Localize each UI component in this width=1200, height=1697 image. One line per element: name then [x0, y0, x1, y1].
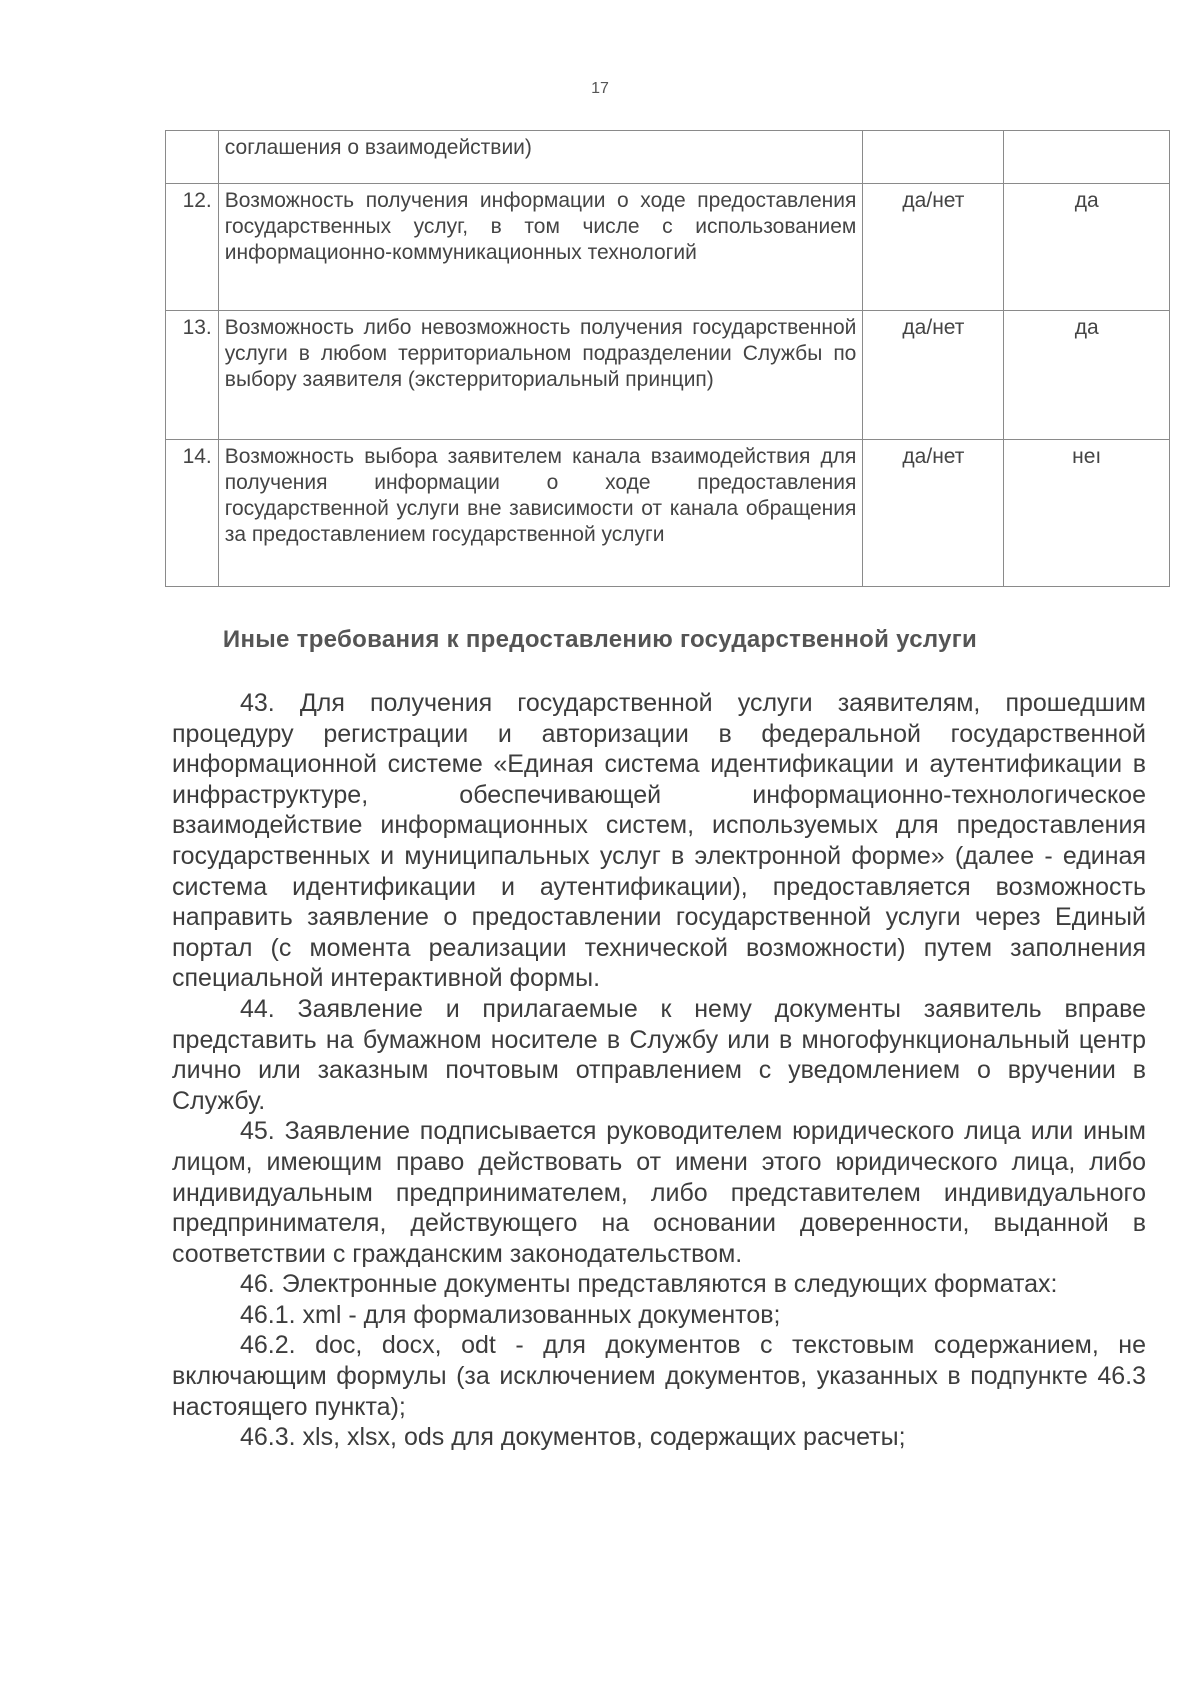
indicator-unit — [863, 131, 1004, 184]
document-body — [172, 688, 1146, 1453]
indicator-unit: да/нет — [863, 184, 1004, 311]
table-row — [166, 311, 1170, 440]
row-number: 13. — [166, 311, 219, 440]
table-row — [166, 184, 1170, 311]
paragraph-46: 46. Электронные документы представляются в следующих форматах: — [240, 1270, 1058, 1299]
row-number: 12. — [166, 184, 219, 311]
section-title: Иные требования к предоставлению государственной услуги — [222, 626, 978, 653]
row-number — [166, 131, 219, 184]
paragraph-46-2: 46.2. doc, docx, odt - для документов с текстовым содержанием, не включающим формулы (за исключением документов, указанных в подпункте 46.3 настоящего пункта); — [172, 1331, 1146, 1421]
paragraph-45: 45. Заявление подписывается руководителем юридического лица или иным лицом, имеющим право действовать от имени этого юридического лица, либо индивидуальным предпринимателем, либо представителем индивидуального предпринимателя, действующего на основании доверенности, выданной в соответствии с гражданским законодательством. — [172, 1117, 1146, 1268]
indicator-description: Возможность либо невозможность получения государственной услуги в любом территориальном подразделении Службы по выбору заявителя (экстерриториальный принцип) — [218, 311, 863, 440]
indicator-value: да — [1004, 184, 1170, 311]
paragraph-43: 43. Для получения государственной услуги заявителям, прошедшим процедуру регистрации и авторизации в федеральной государственной информационной системе «Единая система идентификации и аутентификации в инфраструктуре, обеспечивающей информационно-технологическое взаимодействие информационных систем, используемых для предоставления государственных и муниципальных услуг в электронной форме» (далее - единая система идентификации и аутентификации), предоставляется возможность направить заявление о предоставлении государственной услуги через Единый портал (с момента реализации технической возможности) путем заполнения специальной интерактивной формы. — [172, 689, 1146, 993]
paragraph-46-1: 46.1. xml - для формализованных документов; — [240, 1300, 781, 1329]
row-number: 14. — [166, 440, 219, 587]
indicator-value: неı — [1004, 440, 1170, 587]
indicators-table — [165, 130, 1170, 587]
indicator-description: соглашения о взаимодействии) — [218, 131, 863, 184]
paragraph-46-3: 46.3. xls, xlsx, ods для документов, содержащих расчеты; — [240, 1423, 906, 1452]
indicator-value: да — [1004, 311, 1170, 440]
indicator-unit: да/нет — [863, 440, 1004, 587]
table-row — [166, 131, 1170, 184]
indicator-unit: да/нет — [863, 311, 1004, 440]
indicator-description: Возможность получения информации о ходе предоставления государственных услуг, в том числе с использованием информационно-коммуникационных технологий — [218, 184, 863, 311]
table-row — [166, 440, 1170, 587]
page-number: 17 — [591, 80, 609, 97]
indicator-description: Возможность выбора заявителем канала взаимодействия для получения информации о ходе предоставления государственной услуги вне зависимости от канала обращения за предоставлением государственной услуги — [218, 440, 863, 587]
paragraph-44: 44. Заявление и прилагаемые к нему документы заявитель вправе представить на бумажном носителе в Службу или в многофункциональный центр лично или заказным почтовым отправлением с уведомлением о вручении в Службу. — [172, 994, 1146, 1115]
indicator-value — [1004, 131, 1170, 184]
